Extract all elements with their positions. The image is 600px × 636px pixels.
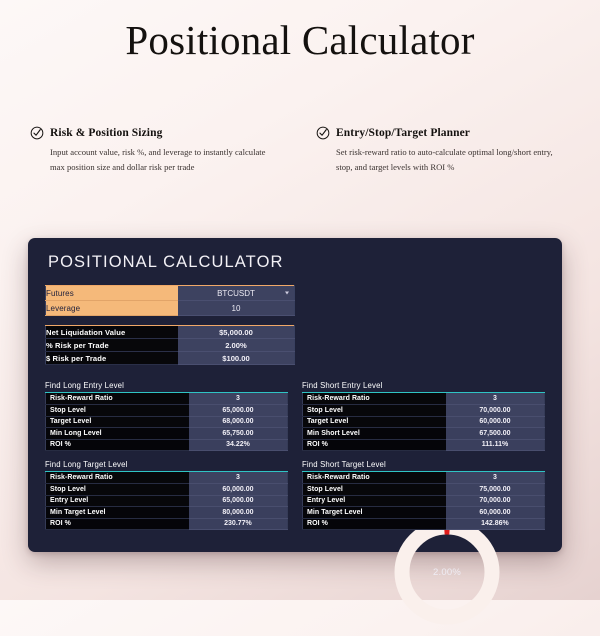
summary-label-percent-risk-per-trade: % Risk per Trade	[46, 339, 178, 352]
table-row	[303, 428, 545, 440]
results-section	[45, 381, 545, 539]
feature-list	[0, 126, 600, 175]
section-title: Find Short Target Level	[302, 460, 545, 472]
table-row[interactable]	[303, 484, 545, 496]
table-row	[46, 352, 295, 365]
row-label: ROI %	[46, 518, 189, 530]
feature-description: Input account value, risk %, and leverage to instantly calculate max position size and dollar risk per trade	[50, 147, 266, 173]
row-label: Min Short Level	[303, 428, 446, 440]
table-row[interactable]	[303, 495, 545, 507]
check-circle-icon	[316, 126, 330, 140]
row-label: Min Target Level	[46, 507, 189, 519]
row-label: Target Level	[46, 416, 189, 428]
futures-value: BTCUSDT	[217, 288, 255, 298]
inputs-table	[45, 285, 295, 316]
row-value: 60,000.00	[446, 507, 545, 519]
table-row	[303, 507, 545, 519]
leverage-input[interactable]: 10	[178, 301, 295, 316]
row-value: 65,750.00	[189, 428, 288, 440]
table-row[interactable]	[46, 405, 288, 417]
donut-center-label: 2.00%	[433, 566, 461, 578]
row-label: Stop Level	[46, 405, 189, 417]
row-value: 80,000.00	[189, 507, 288, 519]
table-row[interactable]	[46, 393, 288, 405]
row-label: Entry Level	[46, 495, 189, 507]
row-value[interactable]: 3	[189, 393, 288, 405]
inputs-section	[45, 285, 295, 365]
row-label: ROI %	[46, 439, 189, 451]
section-title: Find Short Entry Level	[302, 381, 545, 393]
table-row[interactable]	[303, 405, 545, 417]
row-value: 34.22%	[189, 439, 288, 451]
row-label: Risk-Reward Ratio	[46, 472, 189, 484]
row-value[interactable]: 65,000.00	[189, 495, 288, 507]
row-label: Risk-Reward Ratio	[303, 393, 446, 405]
table-find-long-entry-level	[45, 381, 288, 451]
table-row[interactable]	[303, 472, 545, 484]
chevron-down-icon[interactable]	[285, 292, 289, 295]
table-row	[46, 326, 295, 339]
row-value[interactable]: 3	[446, 393, 545, 405]
results-row-target	[45, 460, 545, 530]
feature-heading	[30, 126, 284, 140]
table-row[interactable]	[46, 484, 288, 496]
summary-label-dollar-risk-per-trade: $ Risk per Trade	[46, 352, 178, 365]
table-row	[46, 428, 288, 440]
table-row	[303, 439, 545, 451]
table-row[interactable]	[46, 301, 295, 316]
row-value[interactable]: 68,000.00	[189, 416, 288, 428]
row-value[interactable]: 60,000.00	[446, 416, 545, 428]
table-find-short-target-level	[302, 460, 545, 530]
row-label: Stop Level	[303, 484, 446, 496]
table-row[interactable]	[303, 416, 545, 428]
row-label: Target Level	[303, 416, 446, 428]
table-row	[46, 507, 288, 519]
result-table	[45, 472, 288, 530]
row-label: Min Target Level	[303, 507, 446, 519]
summary-value-percent-risk-per-trade[interactable]: 2.00%	[178, 339, 295, 352]
row-label: Stop Level	[303, 405, 446, 417]
calculator-panel	[28, 238, 562, 578]
row-value[interactable]: 65,000.00	[189, 405, 288, 417]
feature-title: Entry/Stop/Target Planner	[336, 127, 471, 139]
section-title: Find Long Target Level	[45, 460, 288, 472]
section-title: Find Long Entry Level	[45, 381, 288, 393]
row-label: Stop Level	[46, 484, 189, 496]
row-value[interactable]: 3	[446, 472, 545, 484]
result-table	[45, 393, 288, 451]
table-find-short-entry-level	[302, 381, 545, 451]
page-title: Positional Calculator	[125, 17, 475, 63]
row-value: 67,500.00	[446, 428, 545, 440]
table-row	[46, 339, 295, 352]
row-value[interactable]: 60,000.00	[189, 484, 288, 496]
panel-title: POSITIONAL CALCULATOR	[48, 253, 284, 271]
check-circle-icon	[30, 126, 44, 140]
summary-label-net-liquidation-value: Net Liquidation Value	[46, 326, 178, 339]
input-label-leverage: Leverage	[46, 301, 178, 316]
row-label: ROI %	[303, 518, 446, 530]
table-row	[46, 518, 288, 530]
row-value: 142.86%	[446, 518, 545, 530]
result-table	[302, 393, 545, 451]
table-find-long-target-level	[45, 460, 288, 530]
table-row	[46, 439, 288, 451]
row-value: 111.11%	[446, 439, 545, 451]
row-value[interactable]: 3	[189, 472, 288, 484]
results-row-entry	[45, 381, 545, 451]
summary-value-net-liquidation-value[interactable]: $5,000.00	[178, 326, 295, 339]
feature-description: Set risk-reward ratio to auto-calculate optimal long/short entry, stop, and target levels with ROI %	[336, 147, 553, 173]
table-row[interactable]	[46, 416, 288, 428]
row-label: ROI %	[303, 439, 446, 451]
table-row[interactable]	[46, 495, 288, 507]
summary-value-dollar-risk-per-trade: $100.00	[178, 352, 295, 365]
row-value: 230.77%	[189, 518, 288, 530]
futures-dropdown[interactable]	[178, 286, 295, 301]
summary-table	[45, 325, 295, 365]
row-label: Risk-Reward Ratio	[303, 472, 446, 484]
row-value[interactable]: 70,000.00	[446, 405, 545, 417]
input-label-futures: Futures	[46, 286, 178, 301]
row-label: Min Long Level	[46, 428, 189, 440]
feature-item-risk-position-sizing	[0, 126, 300, 175]
table-row	[303, 518, 545, 530]
row-value[interactable]: 70,000.00	[446, 495, 545, 507]
row-label: Entry Level	[303, 495, 446, 507]
result-table	[302, 472, 545, 530]
table-row[interactable]	[46, 472, 288, 484]
row-value[interactable]: 75,000.00	[446, 484, 545, 496]
feature-heading	[316, 126, 578, 140]
feature-title: Risk & Position Sizing	[50, 127, 163, 139]
feature-item-entry-stop-target-planner	[300, 126, 600, 175]
table-row[interactable]	[46, 286, 295, 301]
table-row[interactable]	[303, 393, 545, 405]
row-label: Risk-Reward Ratio	[46, 393, 189, 405]
